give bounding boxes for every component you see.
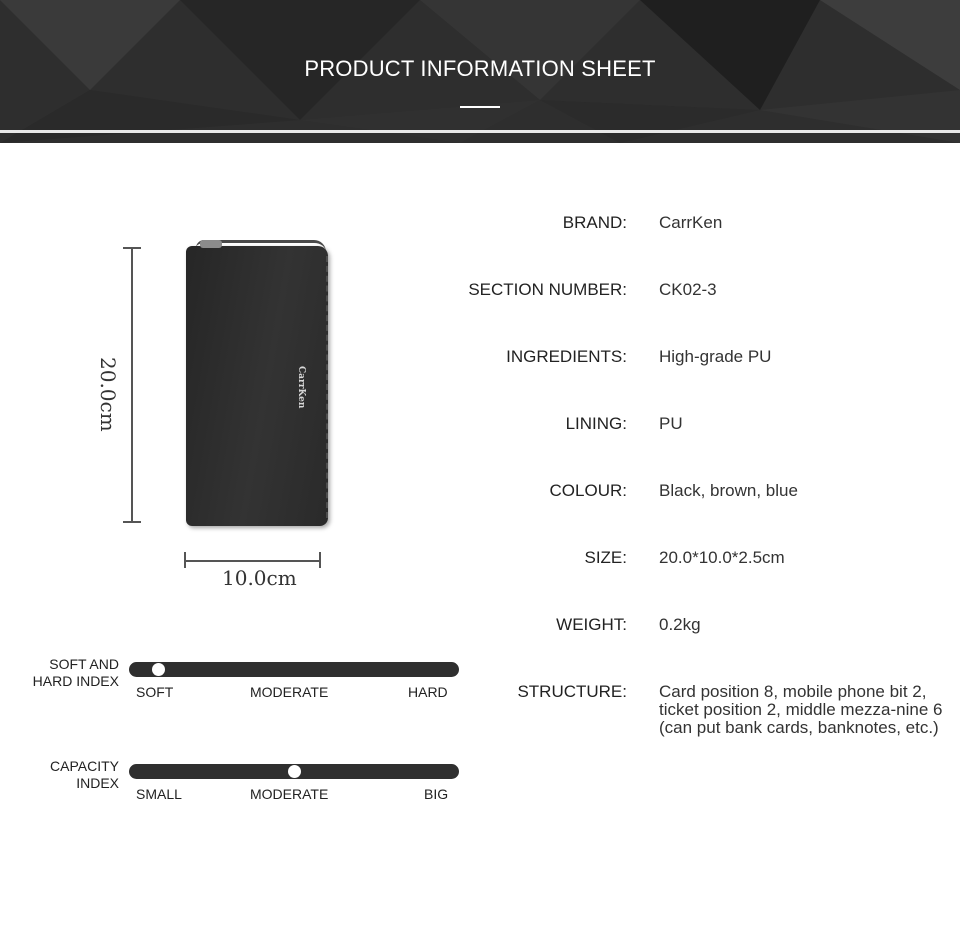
spec-key: STRUCTURE:	[517, 682, 627, 701]
spec-key: WEIGHT:	[556, 615, 627, 634]
softness-tick-soft: SOFT	[136, 684, 174, 700]
height-dimension-cap-top	[123, 247, 141, 249]
softness-tick-moderate: MODERATE	[250, 684, 329, 700]
spec-value: 20.0*10.0*2.5cm	[659, 548, 785, 567]
spec-key: LINING:	[565, 414, 627, 433]
spec-value: Black, brown, blue	[659, 481, 798, 500]
wallet-image	[186, 246, 328, 526]
spec-value: CarrKen	[659, 213, 723, 232]
height-dimension-line	[131, 248, 133, 523]
width-dimension-cap-left	[184, 552, 186, 568]
zipper-pull	[200, 240, 222, 248]
softness-index-label: SOFT AND HARD INDEX	[32, 656, 119, 689]
capacity-index-track	[129, 764, 459, 779]
spec-key: SECTION NUMBER:	[468, 280, 627, 299]
height-dimension-cap-bottom	[123, 521, 141, 523]
banner-divider	[0, 130, 960, 133]
spec-value: High-grade PU	[659, 347, 772, 366]
spec-key: INGREDIENTS:	[506, 347, 627, 366]
header-banner	[0, 0, 960, 143]
capacity-index-label: CAPACITY INDEX	[50, 758, 119, 791]
height-dimension-label: 20.0cm	[96, 357, 120, 432]
softness-tick-hard: HARD	[408, 684, 448, 700]
capacity-tick-moderate: MODERATE	[250, 786, 329, 802]
capacity-tick-big: BIG	[424, 786, 449, 802]
width-dimension-cap-right	[319, 552, 321, 568]
spec-value: CK02-3	[659, 280, 717, 299]
softness-index-track	[129, 662, 459, 677]
softness-index-marker	[152, 663, 165, 676]
spec-key: BRAND:	[562, 213, 627, 232]
title-underline	[460, 106, 500, 108]
wallet-brand-logo: CarrKen	[296, 366, 306, 409]
spec-key: SIZE:	[584, 548, 627, 567]
capacity-index-marker	[288, 765, 301, 778]
capacity-tick-small: SMALL	[136, 786, 182, 802]
wallet-zip-edge	[320, 256, 328, 518]
spec-key: COLOUR:	[549, 481, 627, 500]
spec-value: PU	[659, 414, 683, 433]
width-dimension-label: 10.0cm	[222, 566, 297, 590]
spec-value: 0.2kg	[659, 615, 701, 634]
width-dimension-line	[186, 560, 320, 562]
page-title: PRODUCT INFORMATION SHEET	[304, 56, 656, 81]
spec-value: Card position 8, mobile phone bit 2, ticket position 2, middle mezza-nine 6 (can put bank cards, banknotes, etc.)	[659, 682, 943, 737]
